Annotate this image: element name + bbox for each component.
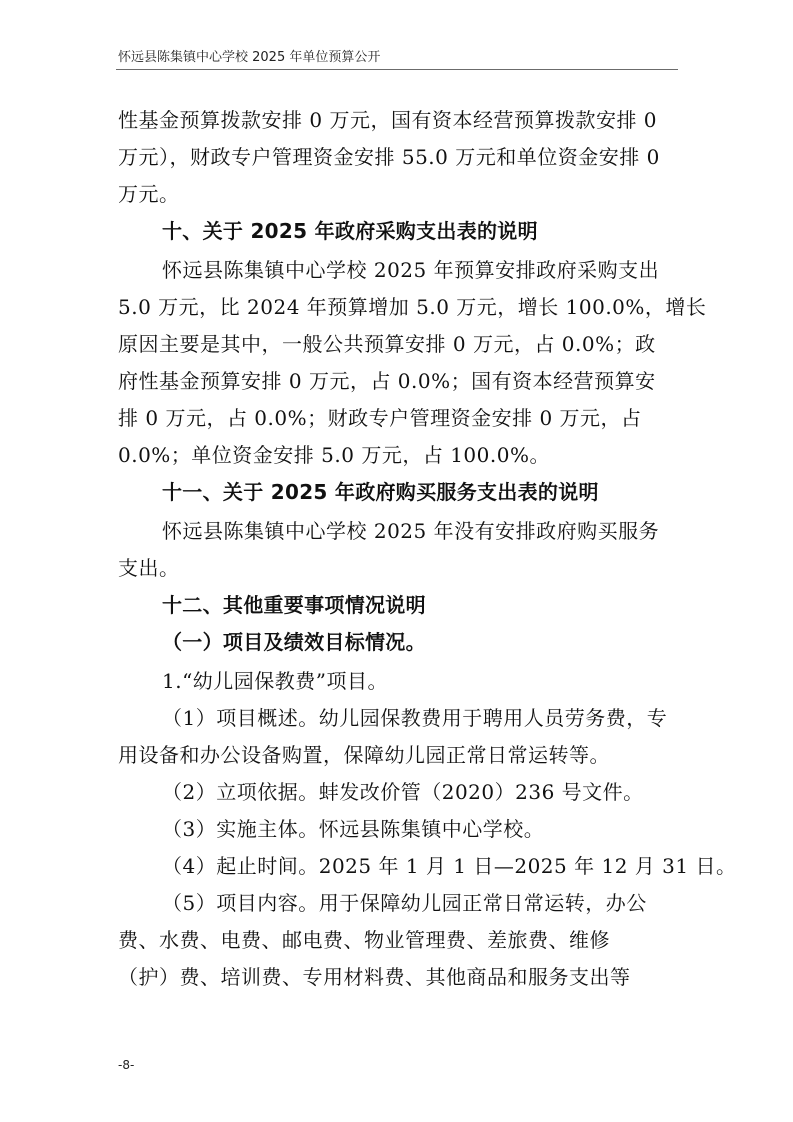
paragraph-line: 怀远县陈集镇中心学校 2025 年预算安排政府采购支出 bbox=[162, 258, 660, 282]
paragraph-line: 府性基金预算安排 0 万元，占 0.0%；国有资本经营预算安 bbox=[118, 369, 656, 393]
paragraph-line: 0.0%；单位资金安排 5.0 万元，占 100.0%。 bbox=[118, 443, 550, 467]
paragraph-line: （2）立项依据。蚌发改价管（2020）236 号文件。 bbox=[162, 780, 644, 804]
paragraph-line: （1）项目概述。幼儿园保教费用于聘用人员劳务费，专 bbox=[162, 706, 668, 730]
paragraph-line: 性基金预算拨款安排 0 万元，国有资本经营预算拨款安排 0 bbox=[118, 108, 658, 132]
section-heading: 十一、关于 2025 年政府购买服务支出表的说明 bbox=[162, 480, 599, 504]
paragraph-line: （5）项目内容。用于保障幼儿园正常日常运转，办公 bbox=[162, 891, 647, 915]
paragraph-line: 怀远县陈集镇中心学校 2025 年没有安排政府购买服务 bbox=[162, 519, 660, 543]
page-header-title: 怀远县陈集镇中心学校 2025 年单位预算公开 bbox=[118, 50, 381, 65]
paragraph-line: 排 0 万元，占 0.0%；财政专户管理资金安排 0 万元，占 bbox=[118, 406, 642, 430]
subsection-heading: （一）项目及绩效目标情况。 bbox=[162, 630, 426, 654]
paragraph-line: （护）费、培训费、专用材料费、其他商品和服务支出等 bbox=[118, 965, 631, 989]
section-heading: 十二、其他重要事项情况说明 bbox=[162, 593, 426, 617]
paragraph-line: 原因主要是其中，一般公共预算安排 0 万元，占 0.0%；政 bbox=[118, 332, 656, 356]
paragraph-line: 万元），财政专户管理资金安排 55.0 万元和单位资金安排 0 bbox=[118, 145, 660, 169]
paragraph-line: 万元。 bbox=[118, 182, 180, 206]
paragraph-line: （4）起止时间。2025 年 1 月 1 日—2025 年 12 月 31 日。 bbox=[162, 854, 737, 878]
header-divider bbox=[116, 69, 678, 70]
paragraph-line: 用设备和办公设备购置，保障幼儿园正常日常运转等。 bbox=[118, 743, 610, 767]
paragraph-line: （3）实施主体。怀远县陈集镇中心学校。 bbox=[162, 817, 545, 841]
paragraph-line: 费、水费、电费、邮电费、物业管理费、差旅费、维修 bbox=[118, 928, 610, 952]
paragraph-line: 5.0 万元，比 2024 年预算增加 5.0 万元，增长 100.0%，增长 bbox=[118, 295, 707, 319]
paragraph-line: 支出。 bbox=[118, 556, 180, 580]
page-number: -8- bbox=[118, 1058, 135, 1072]
paragraph-line: 1.“幼儿园保教费”项目。 bbox=[162, 669, 389, 693]
section-heading: 十、关于 2025 年政府采购支出表的说明 bbox=[162, 219, 538, 243]
